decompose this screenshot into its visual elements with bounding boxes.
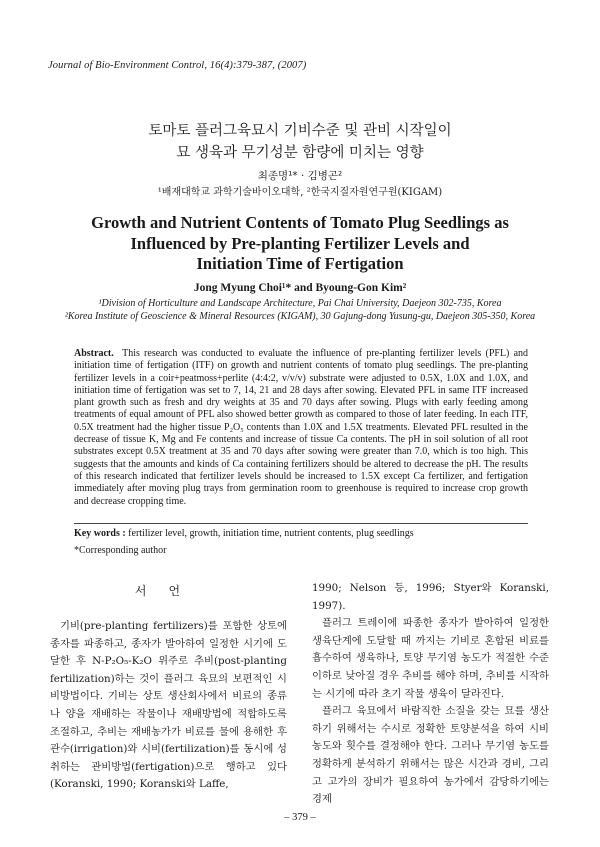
abstract-text: This research was conducted to evaluate the influence of pre-planting fertilizer levels (PFL) and initiation time of fertigation (ITF) on growth and nutrient contents of tomato plug seedlings. The pre-planting fertilizer levels in a coir+peatmoss+perlite (4:4:2, v/v/v) substrate were adjusted to 0.5X, 1.0X and 1.0X, and initiation time of fertigation was set to 7, 14, 21 and 28 days after sowing. Elevated PFL in same ITF increased plant growth such as fresh and dry weights at 35 and 70 days after sowing. Plugs with early feeding among treatments of equal amount of PFL also showed better growth as compared to those of later feeding. In each ITF, 0.5X treatment had the higher tissue P₂O₅ contents than 1.0X and 1.5X treatments. Elevated PFL resulted in the decrease of tissue K, Mg and Fe contents and increase of tissue Ca contents. The pH in soil solution of all root substrates except 0.5X treatment at 35 and 70 days after sowing were greater than 7.0, which is too high. This suggests that the amounts and kinds of Ca containing fertilizers should be altered to decrease the pH. The results of this research indicated that fertilizer levels should be increased to 1.5X except Ca fertilizer, and fertigation immediately after moving plug trays from germination room to greenhouse is required to increase crop growth and decrease cropping time. [74,348,529,507]
right-column-paragraph-3: 플러그 육묘에서 바람직한 소질을 갖는 묘를 생산하기 위해서는 수시로 정확한 토양분석을 하여 시비 농도와 횟수를 결정해야 한다. 그러나 무기염 농도를 정확하게 분석하기 위해서는 많은 시간과 경비, 그리고 고가의 장비가 필요하여 농가에서 감당하기에는 경제 [312,705,549,806]
korean-title-line-1: 토마토 플러그육묘시 기비수준 및 관비 시작일이 [148,123,452,139]
korean-title [60,120,540,164]
english-title [50,213,550,275]
right-column-paragraph-1: 1990; Nelson 등, 1996; Styer와 Koranski, 1997). [312,582,549,612]
page-number: – 379 – [284,812,316,823]
right-column-paragraph-2: 플러그 트레이에 파종한 종자가 발아하여 일정한 생육단계에 도달할 때 까지는 기비로 혼합된 비료를 흡수하여 생육하나, 토양 무기염 농도가 적절한 수준 이하로 낮아질 경우 추비를 해야 하며, 추비를 시작하는 시기에 따라 초기 작물 생육이 달라진다. [312,617,549,700]
keywords-text: fertilizer level, growth, initiation time, nutrient contents, plug seedlings [128,528,414,539]
english-authors: Jong Myung Choi¹* and Byoung-Gon Kim² [193,282,407,294]
journal-citation: Journal of Bio-Environment Control, 16(4):379-387, (2007) [48,60,307,71]
abstract [74,348,528,508]
abstract-label: Abstract. [74,348,114,359]
keywords [74,528,528,539]
korean-authors: 최종명¹* · 김병곤² [257,170,343,182]
abstract-divider [74,523,528,524]
corresponding-author-note: *Corresponding author [74,545,167,556]
keywords-label: Key words : [74,528,126,539]
english-title-line-1: Growth and Nutrient Contents of Tomato Plug Seedlings as [91,213,509,232]
korean-title-line-2: 묘 생육과 무기성분 함량에 미치는 영향 [176,145,424,161]
left-column [50,618,287,794]
affiliation-2: ²Korea Institute of Geoscience & Mineral Resources (KIGAM), 30 Gajung-dong Yusung-gu, Daejeon 305-350, Korea [64,311,536,322]
english-title-line-3: Initiation Time of Fertigation [196,254,404,273]
right-column [312,580,549,809]
korean-affiliation: ¹배재대학교 과학기술바이오대학, ²한국지질자원연구원(KIGAM) [157,187,443,198]
affiliation-1: ¹Division of Horticulture and Landscape Architecture, Pai Chai University, Daejeon 302-735, Korea [98,298,502,309]
left-column-paragraph: 기비(pre-planting fertilizers)를 포함한 상토에 종자를 파종하고, 종자가 발아하여 일정한 시기에 도달한 후 N-P₂O₅-K₂O 위주로 추비(post-planting fertilization)하는 것이 플러그 육묘의 보편적인 시비방법이다. 기비는 상토 생산회사에서 비료의 종류나 양을 재배하는 작물이나 재배방법에 적합하도록 조절하고, 추비는 재배농가가 비료를 물에 용해한 후 관수(irrigation)와 시비(fertilization)를 동시에 성취하는 관비방법(fertigation)으로 행하고 있다(Koranski, 1990; Koranski와 Laffe, [50,620,287,791]
english-affiliations [40,297,560,323]
section-heading-introduction: 서언 [134,584,203,598]
english-title-line-2: Influenced by Pre-planting Fertilizer Levels and [130,233,470,253]
